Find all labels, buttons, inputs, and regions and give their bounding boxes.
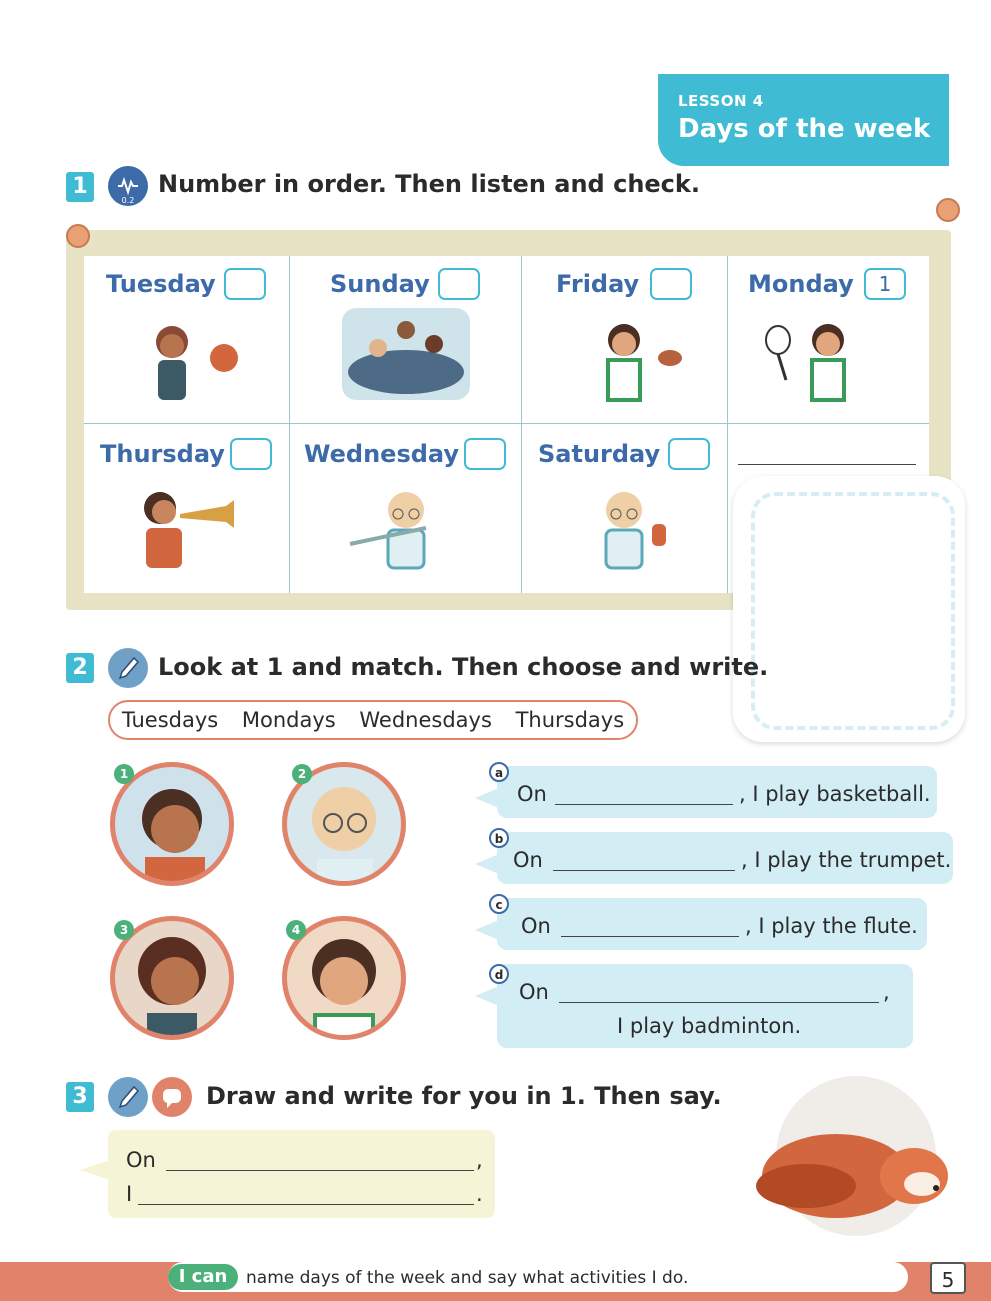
answer-box[interactable] <box>464 438 506 470</box>
speech-icon <box>152 1077 192 1117</box>
day-label: Sunday <box>330 270 430 298</box>
face-number: 2 <box>292 764 312 784</box>
lesson-title: Days of the week <box>678 114 931 144</box>
exercise-2-number: 2 <box>66 653 94 683</box>
answer-blank[interactable] <box>559 1002 879 1003</box>
day-cell <box>290 256 522 424</box>
face-number: 4 <box>286 920 306 940</box>
sentence-letter: a <box>489 762 509 782</box>
day-cell <box>522 256 728 424</box>
day-cell <box>522 424 728 593</box>
boy-trumpet-illustration <box>130 484 250 574</box>
exercise-1-title: Number in order. Then listen and check. <box>158 170 700 198</box>
audio-track-number: 0.2 <box>121 196 135 205</box>
exercise-1-number: 1 <box>66 172 94 202</box>
lesson-label: LESSON 4 <box>678 92 764 110</box>
pencil-icon <box>108 648 148 688</box>
sentence-d: On , I play badminton. <box>497 964 913 1048</box>
red-panda-illustration <box>746 1076 968 1238</box>
sentence-a: On , I play basketball. <box>497 766 937 818</box>
answer-blank[interactable] <box>561 936 739 937</box>
girl-flute-illustration <box>340 484 470 574</box>
answer-box[interactable] <box>230 438 272 470</box>
pin-icon <box>936 198 960 222</box>
face-number: 1 <box>114 764 134 784</box>
word-option: Tuesdays <box>121 708 219 732</box>
answer-blank[interactable] <box>138 1204 474 1205</box>
sentence-b: On , I play the trumpet. <box>497 832 953 884</box>
answer-blank[interactable] <box>553 870 735 871</box>
answer-box[interactable]: 1 <box>864 268 906 300</box>
girl-basketball-illustration <box>132 318 252 408</box>
answer-box[interactable] <box>650 268 692 300</box>
day-label: Friday <box>556 270 640 298</box>
day-cell <box>728 256 929 424</box>
i-can-text: name days of the week and say what activities I do. <box>246 1268 689 1288</box>
day-cell <box>290 424 522 593</box>
kids-playing-illustration <box>342 308 470 400</box>
pin-icon <box>66 224 90 248</box>
write-line[interactable] <box>738 464 916 465</box>
day-label: Wednesday <box>304 440 460 468</box>
word-option: Thursdays <box>515 708 625 732</box>
boy-football-illustration <box>562 318 692 408</box>
boy-badminton-illustration <box>758 318 888 408</box>
sentence-letter: b <box>489 828 509 848</box>
exercise-2-title: Look at 1 and match. Then choose and write. <box>158 653 769 681</box>
write-bubble: On , I . <box>108 1130 495 1218</box>
word-option: Wednesdays <box>359 708 492 732</box>
day-cell <box>84 256 290 424</box>
day-label: Saturday <box>538 440 661 468</box>
day-label: Tuesday <box>106 270 216 298</box>
page-number: 5 <box>930 1262 966 1294</box>
day-label: Monday <box>748 270 854 298</box>
sentence-letter: c <box>489 894 509 914</box>
day-label: Thursday <box>100 440 225 468</box>
sentence-letter: d <box>489 964 509 984</box>
answer-blank[interactable] <box>555 804 733 805</box>
pencil-icon <box>108 1077 148 1117</box>
i-can-badge: I can <box>168 1264 238 1290</box>
girl-shoes-illustration <box>562 484 692 574</box>
word-option: Mondays <box>241 708 336 732</box>
exercise-3-number: 3 <box>66 1082 94 1112</box>
answer-box[interactable] <box>668 438 710 470</box>
exercise-3-title: Draw and write for you in 1. Then say. <box>206 1082 722 1110</box>
drawing-area[interactable] <box>751 492 955 730</box>
face-number: 3 <box>114 920 134 940</box>
lesson-tag <box>658 74 949 166</box>
sentence-c: On , I play the flute. <box>497 898 927 950</box>
day-cell <box>84 424 290 593</box>
answer-blank[interactable] <box>166 1170 474 1171</box>
answer-box[interactable] <box>438 268 480 300</box>
answer-box[interactable] <box>224 268 266 300</box>
word-box <box>108 700 638 740</box>
